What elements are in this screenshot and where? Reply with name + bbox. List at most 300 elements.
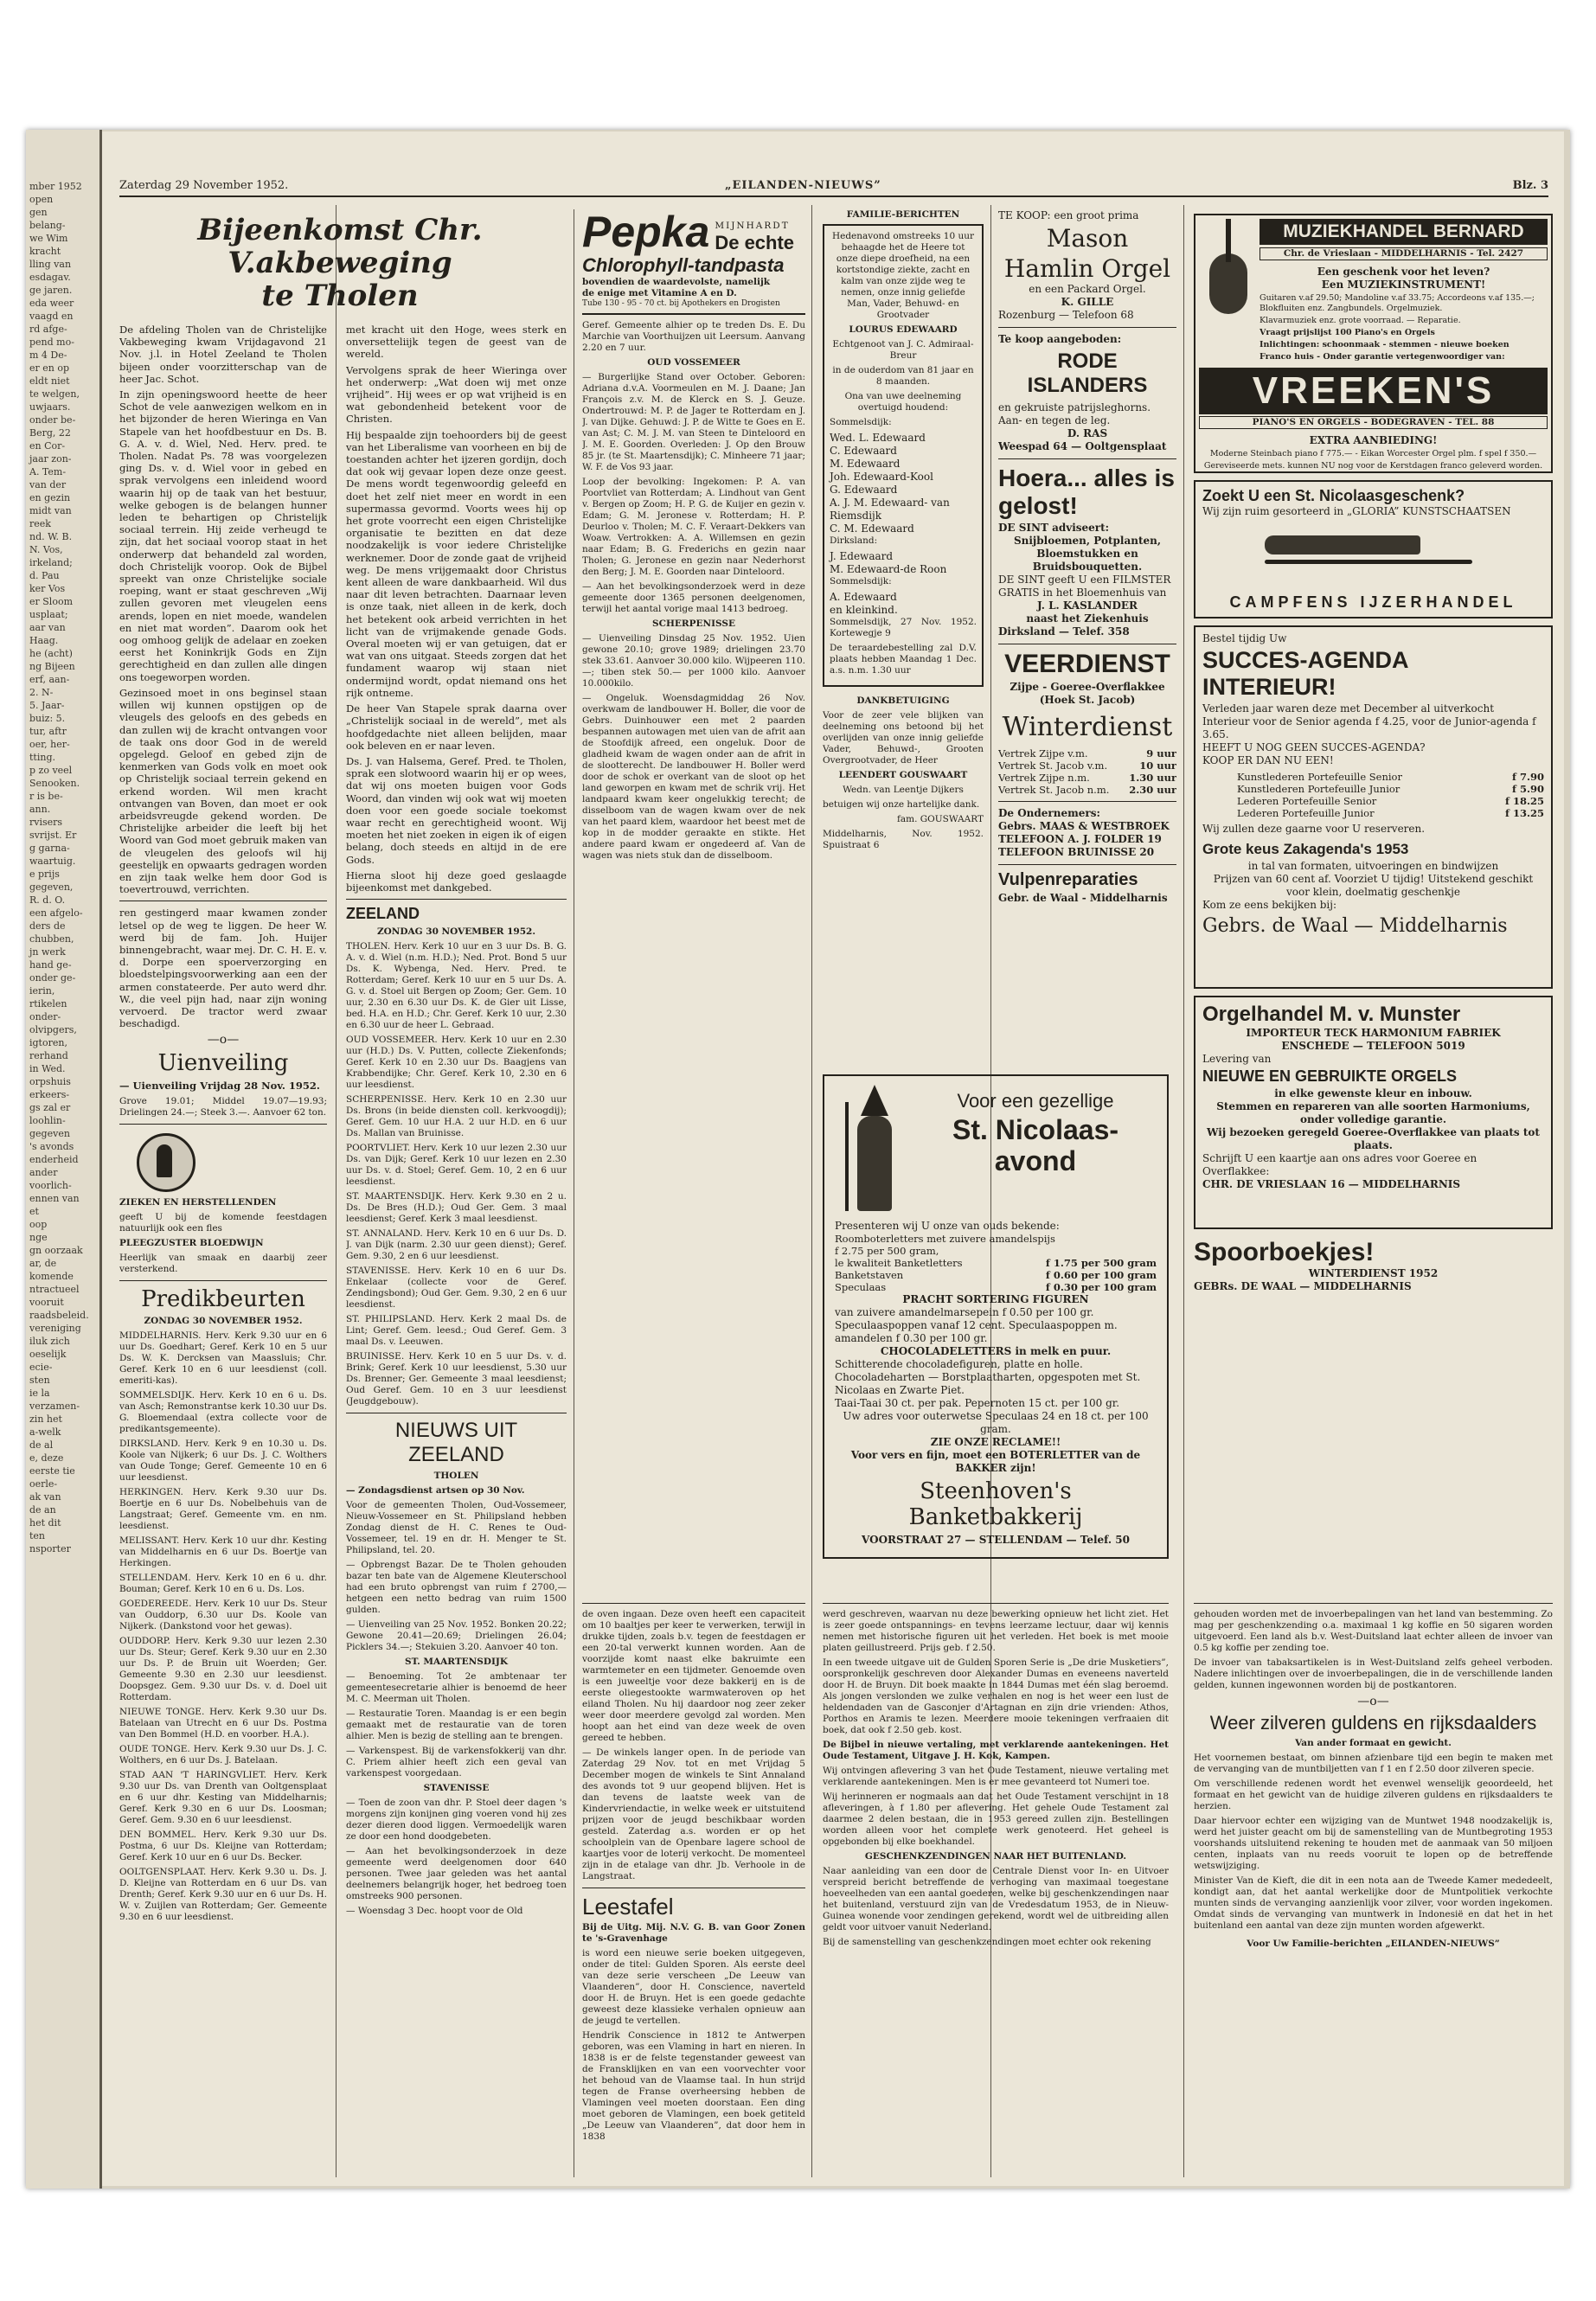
previous-page-fragment: gegeven,	[29, 881, 74, 893]
agenda-price-row	[1237, 795, 1544, 807]
family-member: M. Edewaard-de Roon	[830, 563, 947, 575]
zieken-text-2: Heerlijk van smaak en daarbij zeer versterkend.	[119, 1252, 327, 1274]
dank-sign: fam. GOUSWAART	[897, 814, 984, 824]
divider	[119, 1280, 327, 1281]
previous-page-fragment: we Wim	[29, 233, 68, 244]
previous-page-fragment: vaagd en	[29, 311, 74, 322]
scherpenisse-text: — Uienveiling Dinsdag 25 Nov. 1952. Uien gewone 20.10; grove 1989; drielingen 23.70 stek 33.61. Aanvoer 30.000 kilo. Wijpeeren 110.—; tiben stek 50.— per 1000 kilo. Aanvoer 10.000kilo.	[582, 633, 805, 689]
divider-ornament: —o—	[207, 1033, 240, 1048]
predikbeurt-entry: SOMMELSDIJK. Herv. Kerk 10 en 6 u. Ds. van Asch; Remonstrantse kerk 10.30 uur Ds. G. Bloemendaal (extra collecte voor de predikantsgemeente).	[119, 1389, 327, 1434]
column-6	[1194, 214, 1553, 1580]
previous-page-fragment: ge jaren.	[29, 285, 73, 296]
bijbel-text-2: Wij herinneren er nogmaals aan dat het Oude Testament verschijnt in 18 afleveringen, à f 1.80 per aflevering. Het gehele Oude Testament zal daarmee 2 delen bestaan, die in 1953 gereed zullen zijn. Bestellingen worden alleen voor het complete werk genoteerd. Het geheel is opgebonden bij elke boekhandel.	[823, 1791, 1169, 1847]
predikbeurt-entry: DIRKSLAND. Herv. Kerk 9 en 10.30 u. Ds. Koole van Nijkerk; 6 uur Ds. J. C. Wolthers van Oude Tonge; Geref. Gemeente 10 en 6 uur leesdienst.	[119, 1438, 327, 1483]
gesch-text: Naar aanleiding van een door de Centrale Dienst voor In- en Uitvoer verspreid bericht betreffende de verhoging van maximaal toegestane hoeveelheden van een aantal goederen, welke bij geschenkzendingen naar het buitenland, verstuurd zijn van de Vredesdatum 1953, de in Nieuw-Guinea wonende voor zendingen gerekend, wordt wel de uitbreiding allen geldt voor uitvoer vanuit Nederland.	[823, 1866, 1169, 1932]
agenda-price-row-value: f 7.90	[1512, 771, 1544, 783]
previous-page-fragment: waartuig.	[29, 856, 76, 867]
divider	[998, 327, 1176, 328]
nicolaas-line-2: St. Nicolaas-	[952, 1114, 1119, 1145]
previous-page-fragment: oerle-	[29, 1478, 58, 1490]
tekoop-addr: Rozenburg — Telefoon 68	[998, 309, 1134, 321]
previous-page-fragment: en Cor-	[29, 440, 66, 452]
figuren-title: PRACHT SORTERING FIGUREN	[902, 1293, 1089, 1305]
zeeland-entry: ST. PHILIPSLAND. Herv. Kerk 2 maal Ds. de Lint; Geref. Gem. leesd.; Oud Geref. Gem. 3 maal Ds. v. Leeuwen.	[346, 1314, 567, 1348]
pepka-line-1: De echte	[715, 232, 795, 253]
stavenisse-text-2: — Aan het bevolkingsonderzoek in deze gemeente werd deelgenomen door 640 personen. Twee jaar geleden was het aantal deelnemers belangrijk hoger, het bedroeg toen omstreeks 900 personen.	[346, 1846, 567, 1902]
previous-page-fragment: rd afge-	[29, 324, 67, 335]
lower-column-6	[1194, 1598, 1553, 2169]
bijbel-title: De Bijbel in nieuwe vertaling, met verklarende aantekeningen. Het Oude Testament, Uitgave J. H. Kok, Kampen.	[823, 1740, 1169, 1761]
previous-page-fragment: vereniging	[29, 1323, 81, 1334]
winterdienst-title: Winterdienst	[1002, 712, 1173, 742]
rode-text: en gekruiste patrijsleghorns. Aan- en tegen de leg.	[998, 401, 1151, 426]
family-member: A. J. M. Edewaard- van Riemsdijk	[830, 497, 950, 522]
ice-skate-icon	[1265, 535, 1472, 570]
lower-column-3	[582, 1598, 805, 2169]
previous-page-fragment: er en op	[29, 362, 70, 374]
previous-page-fragment: vooruit	[29, 1297, 64, 1308]
agenda-price-row	[1237, 783, 1544, 795]
previous-page-fragment: a-welk	[29, 1426, 61, 1438]
previous-page-fragment: onder-	[29, 1011, 61, 1022]
zeeland-title: ZEELAND	[346, 905, 420, 923]
schedule-row	[998, 760, 1176, 772]
article-paragraph: Ds. J. van Halsema, Geref. Pred. te Tholen, sprak een slotwoord waarin hij er op wees, dat wij ons moeten buigen voor Gods Woord, dan vinden wij ook wat wij moeten doen voor een goede sociale toekomst waar recht en gerechtigheid woont. Wij moeten het niet zoeken in eigen ik of eigen belang, doch steeds en altijd in de ere Gods.	[346, 754, 567, 866]
lead-article-heading	[119, 214, 561, 317]
previous-page-fragment: jaar zon-	[29, 453, 72, 465]
previous-page-fragment: ander	[29, 1167, 58, 1178]
previous-page-fragment: oer, her-	[29, 739, 70, 750]
leestafel-title: Leestafel	[582, 1894, 674, 1920]
agenda-pre: Bestel tijdig Uw	[1202, 632, 1287, 644]
previous-page-fragment: chubben,	[29, 933, 74, 945]
predikbeurten-title: Predikbeurten	[141, 1285, 305, 1312]
nicolaas-price-row	[835, 1245, 1157, 1257]
extra-text: Moderne Steinbach piano f 775.— - Eikan Worcester Orgel plm. f spel f 350.—	[1209, 449, 1537, 458]
obituary-name-sub: Echtgenoot van J. C. Admiraal-Breur	[832, 339, 974, 361]
vulpen-title: Vulpenreparaties	[998, 870, 1138, 889]
previous-page-fragment: 5. Jaar-	[29, 700, 65, 711]
pepka-line-2: Chlorophyll-tandpasta	[582, 254, 785, 276]
pepka-line-5: Tube 130 - 95 - 70 ct. bij Apothekers en Drogisten	[582, 299, 780, 308]
previous-page-fragment: te welgen,	[29, 388, 80, 400]
previous-page-fragment: tur, aftr	[29, 726, 67, 737]
previous-page-fragment: aar van	[29, 622, 66, 633]
previous-page-fragment: komende	[29, 1271, 74, 1282]
article-title-2: te Tholen	[261, 279, 419, 313]
previous-page-fragment: gs zal er	[29, 1102, 71, 1113]
predikbeurt-entry: DEN BOMMEL. Herv. Kerk 9.30 uur Ds. Postma, 6 uur Ds. Kleijne van Rotterdam; Geref. Kerk 10 uur en 6 uur Ds. Becker.	[119, 1829, 327, 1862]
bernard-advertisement	[1194, 214, 1553, 473]
campfens-name: CAMPFENS IJZERHANDEL	[1229, 593, 1517, 611]
zeeland-entry: STAVENISSE. Herv. Kerk 10 en 6 uur Ds. Enkelaar (collecte voor de Geref. Zendingsbond); Oud Ger. Gem. 9.30, 2 en 6 uur leesdienst.	[346, 1266, 567, 1311]
maartensdijk-text-2: — Restauratie Toren. Maandag is er een begin gemaakt met de restauratie van de toren alhier. Men is bezig de stelling aan te brengen.	[346, 1708, 567, 1742]
previous-page-fragment: he (acht)	[29, 648, 73, 659]
tholen-title: THOLEN	[433, 1471, 479, 1482]
previous-page-fragment: jn werk	[29, 946, 66, 958]
previous-page-fragment: sten	[29, 1375, 50, 1386]
tholen-text: Voor de gemeenten Tholen, Oud-Vossemeer, Nieuw-Vossemeer en St. Philipsland hebben Zondag dienst de H. C. Renes te Oud-Vossemeer, tel. 19 en dr. H. Menger te St. Philipsland, tel. 20.	[346, 1500, 567, 1556]
zakagenda-sign: Gebrs. de Waal — Middelharnis	[1202, 915, 1508, 937]
bernard-line-1: Guitaren v.af 29.50; Mandoline v.af 33.75; Accordeons v.af 135.—; Blokfluiten enz. Zangbundels. Orgelmuziek.	[1259, 293, 1535, 313]
previous-page-fragment: svrijst. Er	[29, 830, 77, 841]
extra-text-2: Gereviseerde mets. kunnen NU nog voor de Kerstdagen franco geleverd worden.	[1203, 461, 1543, 471]
previous-page-fragment: olvipgers,	[29, 1024, 77, 1035]
rode-name: D. RAS	[1067, 427, 1108, 439]
previous-page-fragment: gegeven	[29, 1128, 70, 1139]
schedule-row	[998, 747, 1176, 760]
zilver-text-4: Minister Van de Kieft, die dit in een nota aan de Tweede Kamer mededeelt, kondigt aan, dat het aantal werkelijke door de Muntpolitiek verkochte munten sinds de vervanging aanzienlijk voor zilver, voor worden ingekomen. Omdat sinds de vervanging van muntwerk in Indonesië en dat het in het buitenland een aantal van deze zijn munten worden afgewerkt.	[1194, 1875, 1553, 1931]
agenda-price-row-label: Lederen Portefeuille Junior	[1237, 807, 1375, 819]
agenda-text: Verleden jaar waren deze met December al uitverkocht	[1202, 702, 1495, 715]
uienveiling-line: — Uienveiling Vrijdag 28 Nov. 1952.	[119, 1080, 320, 1093]
zilver-title: Weer zilveren guldens en rijksdaalders	[1209, 1712, 1537, 1734]
previous-page-fragment: eerste tie	[29, 1465, 75, 1477]
instrument-illustration-icon	[1199, 219, 1259, 323]
nicolaas-price-row	[835, 1269, 1157, 1281]
previous-page-fragment: N. Vos,	[29, 544, 63, 555]
previous-page-fragment: e prijs	[29, 868, 60, 880]
previous-page-fragment: esdagav.	[29, 272, 71, 283]
previous-page-fragment: ders de	[29, 920, 66, 932]
boter: Voor vers en fijn, moet een BOTERLETTER van de BAKKER zijn!	[850, 1449, 1141, 1474]
zieken-title: ZIEKEN EN HERSTELLENDEN	[119, 1196, 277, 1208]
previous-page-fragment: ker Vos	[29, 583, 66, 594]
schedule-row-label: Vertrek Zijpe v.m.	[998, 747, 1088, 760]
previous-page-fragment: de an	[29, 1504, 56, 1516]
dank-text-2: betuigen wij onze hartelijke dank.	[823, 799, 980, 810]
schedule-row-value: 9 uur	[1146, 747, 1176, 760]
obituary-name: LOURUS EDEWAARD	[849, 324, 958, 335]
predikbeurt-entry: GOEDEREEDE. Herv. Kerk 10 uur Ds. Steur van Ouddorp, 6.30 uur Ds. Koole van Nijkerk. (Dankstond voor het gewas).	[119, 1598, 327, 1631]
nicolaas-price-row-label: Speculaas	[835, 1281, 887, 1293]
newspaper-page	[102, 131, 1564, 2186]
previous-page-fragment: g garna-	[29, 843, 70, 854]
previous-page-fragment: gn oorzaak	[29, 1245, 83, 1256]
spoor-sign: GEBRs. DE WAAL — MIDDELHARNIS	[1194, 1280, 1412, 1292]
article-paragraph: In zijn openingswoord heette de heer Schot de vele aanwezigen welkom en in het bijzonder de heren Wieringa en Van Stapele van het hoofdbestuur en Ds. B. G. A. v. d. Wiel, Ned. Herv. pred. te Tholen. Nadat Ps. 78 was voorgelezen ging Ds. v. d. Wiel voor in gebed en sprak vervolgens een inleidend woord waarin hij op de taak van het bestuur, welke gebogen is de belangen hunner leden te behartigen op Christelijk sociaal terrein. Hij zeide verheugd te zijn, dat het sociaal voorop staat in het onderwerp dat behandeld zal worden, doch Christelijk voorop. Ook de Bijbel spreekt van onze Christelijke sociale roeping, want er staat geschreven „Wij zullen gevoren met vleugelen eens arends, lopen en niet moede, wandelen en niet mat worden”. Daarom ook het oog omhoog gelijk de adelaar en zoeken eerst het Koninkrijk Gods en Zijn gerechtigheid en dan zullen alle dingen ons toegeworpen worden.	[119, 388, 327, 683]
previous-page-fragment: A. Tem-	[29, 466, 67, 478]
previous-page-fragment: zin het	[29, 1413, 62, 1425]
zilver-text-2: Om verschillende redenen wordt het evenwel wenselijk geoordeeld, het formaat en het gewicht van de huidige zilveren guldens en rijksdaalders te herzien.	[1194, 1779, 1553, 1811]
previous-page-fragment: ennen van	[29, 1193, 80, 1204]
previous-page-fragment: nge	[29, 1232, 48, 1243]
predikbeurten-date: ZONDAG 30 NOVEMBER 1952.	[144, 1315, 303, 1326]
previous-page-fragment: erkeers-	[29, 1089, 70, 1100]
previous-page-fragment: ntractueel	[29, 1284, 80, 1295]
maartensdijk-text: — Benoeming. Tot 2e ambtenaar ter gemeentesecretarie alhier is benoemd de heer M. C. Meerman uit Tholen.	[346, 1671, 567, 1705]
obituary-text-2: Ona van uwe deelneming overtuigd houdend:	[844, 391, 962, 413]
article-paragraph: Vervolgens sprak de heer Wieringa over het onderwerp: „Wat doen wij met onze vrijheid”. Hij wees er op wat vrijheid is en wat gebondenheid betekent voor de Christen.	[346, 363, 567, 426]
family-member: A. Edewaard	[830, 591, 897, 603]
schedule-row	[998, 772, 1176, 784]
previous-page-fragment: kracht	[29, 246, 61, 257]
previous-page-fragment: ak van	[29, 1491, 61, 1503]
choc-title: CHOCOLADELETTERS in melk en puur.	[880, 1345, 1112, 1357]
orgel-big: NIEUWE EN GEBRUIKTE ORGELS	[1202, 1067, 1458, 1085]
tekoop-name: K. GILLE	[1061, 296, 1114, 308]
gesch-text-2: Bij de samenstelling van geschenkzendingen moet echter ook rekening	[823, 1937, 1151, 1947]
bernard-question: Een geschenk voor het leven?	[1317, 266, 1490, 278]
oud-vossemeer-text: — Burgerlijke Stand over October. Geboren: Adriana d.v.A. Voormeulen en M. J. Daane; Jan François z.v. M. de Klerck en S. J. Geuze. Ondertrouwd: M. P. de Jager te Rotterdam en J. J. van Dijke. Gehuwd: J. P. de Witte te Goes en E. van Ast; C. M. J. M. van Steen te Dinteloord en J. M. E. Goorden. Overleden: J. Op den Brouw 85 jr. (te St. Maartensdijk); C. Minheere 71 jaar; W. F. de Vos 93 jaar.	[582, 372, 805, 472]
zeeland-entry: BRUINISSE. Herv. Kerk 10 en 5 uur Ds. v. d. Brink; Geref. Kerk 10 uur leesdienst, 5.30 uur Ds. Brenner; Ger. Gemeente 3 maal leesdienst; Oud Geref. Gem. 10 en 3 uur leesdienst (Jeugdgebouw).	[346, 1351, 567, 1407]
previous-page-fragment: een afgelo-	[29, 907, 83, 919]
agenda-price-row-value: f 13.25	[1505, 807, 1544, 819]
predikbeurt-entry: MELISSANT. Herv. Kerk 10 uur dhr. Kesting van Middelharnis en 6 uur Ds. Boertje van Herkingen.	[119, 1535, 327, 1568]
schedule-row-label: Vertrek St. Jacob v.m.	[998, 760, 1108, 772]
zakagenda-text-2: Prijzen van 60 cent af. Voorziet U tijdig! Uitstekend geschikt voor klein, doelmatig geschenkje	[1213, 873, 1534, 898]
sint-name: J. L. KASLANDER	[1036, 599, 1138, 612]
orgel-addr: CHR. DE VRIESLAAN 16 — MIDDELHARNIS	[1202, 1178, 1461, 1190]
article-paragraph: Hierna sloot hij deze goed geslaagde bijeenkomst met dankgebed.	[346, 868, 567, 894]
zeeland-entry: ST. MAARTENSDIJK. Herv. Kerk 9.30 en 2 u. Ds. De Bres (H.D.); Oud Ger. Gem. 3 maal leesdienst; Geref. Kerk 3 maal leesdienst.	[346, 1191, 567, 1225]
spoor-title: Spoorboekjes!	[1194, 1238, 1375, 1266]
divider	[346, 899, 567, 900]
agenda-price-row	[1237, 771, 1544, 783]
previous-page-fragment: uwjaars.	[29, 401, 71, 413]
previous-page-fragment: m 4 De-	[29, 349, 67, 361]
previous-page-fragment: e, deze	[29, 1452, 64, 1464]
pepka-brand: Pepka	[582, 209, 710, 256]
divider-ornament: —o—	[1357, 1695, 1389, 1708]
dank-place: Middelharnis, Nov. 1952. Spuistraat 6	[823, 829, 984, 850]
previous-page-fragment: ar, de	[29, 1258, 57, 1269]
sint-text: Snijbloemen, Potplanten, Bloemstukken en Bruidsbouquetten.	[1013, 535, 1162, 573]
header-paper-name: „EILANDEN-NIEUWS”	[725, 179, 881, 192]
previous-page-fragment: rerhand	[29, 1050, 68, 1061]
maartensdijk-title: ST. MAARTENSDIJK	[405, 1657, 508, 1668]
vulpen-name: Gebr. de Waal - Middelharnis	[998, 892, 1168, 904]
family-member: J. Edewaard	[830, 550, 894, 562]
schedule-row-value: 2.30 uur	[1129, 784, 1176, 796]
obituary-date: Sommelsdijk, 27 Nov. 1952. Kortewegje 9	[830, 617, 977, 638]
gloria-title: Zoekt U een St. Nicolaasgeschenk?	[1202, 487, 1465, 504]
previous-page-fragment: het dit	[29, 1517, 61, 1529]
pepka-advertisement	[582, 209, 805, 315]
family-member: Joh. Edewaard-Kool	[830, 471, 933, 483]
header-page-number: Blz. 3	[1512, 179, 1548, 192]
schedule-row-label: Vertrek St. Jacob n.m.	[998, 784, 1110, 796]
article-paragraph: De afdeling Tholen van de Christelijke Vakbeweging kwam Vrijdagavond 21 Nov. j.l. in Hotel Zeeland te Tholen bijeen onder voorzitterschap van de heer Jac. Schot.	[119, 324, 327, 385]
ondernemer-3: TELEFOON BRUINISSE 20	[998, 846, 1155, 858]
previous-page-fragment: onder be-	[29, 414, 76, 426]
article-paragraph: De heer Van Stapele sprak daarna over „Christelijk sociaal in de wereld”, met als hoofdgedachte niet alleen belijden, maar ook beleven en er naar leven.	[346, 702, 567, 752]
sint-advice: DE SINT adviseert:	[998, 522, 1110, 534]
obituary-age: in de ouderdom van 81 jaar en 8 maanden.	[832, 365, 974, 387]
previous-page-fragment: nsporter	[29, 1543, 71, 1554]
dank-name-sub: Wedn. van Leentje Dijkers	[843, 785, 964, 795]
pepka-line-3: bovendien de waardevolste, namelijk	[582, 277, 771, 287]
predikbeurt-entry: MIDDELHARNIS. Herv. Kerk 9.30 uur en 6 uur Ds. Goedhart; Geref. Kerk 10 en 5 uur Ds. W. K. Dercksen van Maassluis; Chr. Geref. Kerk 10 en 6 uur leesdienst (coll. emeriti-kas).	[119, 1330, 327, 1386]
agenda-text-4: KOOP ER DAN NU EEN!	[1202, 754, 1334, 766]
previous-page-fragment: Senooken.	[29, 778, 80, 789]
divider	[119, 1124, 327, 1125]
predikbeurt-entry: HERKINGEN. Herv. Kerk 9.30 uur Ds. Boertje en 6 uur Ds. Nobelbehuis van de Langstraat; Geref. Gemeente vm. en nm. leesdienst.	[119, 1486, 327, 1531]
previous-page-fragment: midt van	[29, 505, 72, 516]
previous-page-fragment: iluk zich	[29, 1336, 70, 1347]
bernard-question-2: Een MUZIEKINSTRUMENT!	[1321, 279, 1486, 291]
predikbeurt-entry: OUDE TONGE. Herv. Kerk 9.30 uur Ds. J. C. Wolthers, en 6 uur Ds. J. Batelaan.	[119, 1743, 327, 1766]
nurse-emblem-icon	[137, 1133, 195, 1192]
gesch-title: GESCHENKZENDINGEN NAAR HET BUITENLAND.	[864, 1851, 1127, 1862]
st-nicolaas-advertisement	[823, 1074, 1169, 1559]
bishop-illustration-icon	[835, 1085, 914, 1215]
rode-islanders: RODE ISLANDERS	[1027, 349, 1148, 397]
zilver-text: Het voornemen bestaat, om binnen afzienbare tijd een begin te maken met de vervanging van de muntbiljetten van f 1 en f 2.50 door zilveren specie.	[1194, 1753, 1553, 1774]
orgel-text-3: Stemmen en repareren van alle soorten Harmoniums, onder volledige garantie.	[1216, 1100, 1530, 1125]
family-member: en kleinkind.	[830, 604, 898, 616]
nicolaas-price-row	[835, 1281, 1157, 1293]
spoor-sub: WINTERDIENST 1952	[1308, 1267, 1439, 1279]
orgel-sub-2: ENSCHEDE — TELEFOON 5019	[1281, 1040, 1465, 1052]
nicolaas-price-row-value: f 0.30 per 100 gram	[1045, 1281, 1157, 1293]
article-paragraph: met kracht uit den Hoge, wees sterk en onversetteliijk tegen de geest van de wereld.	[346, 324, 567, 361]
previous-page-fragment: orpshuis	[29, 1076, 71, 1087]
previous-page-fragment: mber 1952	[29, 181, 82, 192]
orgel-text-2: in elke gewenste kleur en inbouw.	[1274, 1087, 1472, 1099]
bernard-line-2: Klavarmuziek enz. grote voorraad. — Reparatie.	[1259, 316, 1461, 325]
leestafel-text-3: Hendrik Conscience in 1812 te Antwerpen geboren, was een Vlaming in hart en nieren. In 1838 is er de felste tegenstander geweest van de Fransklijken en van een voorvechter voor het behoud van de Vlaamse taal. In hun strijd tegen de Franse overheersing hebben de Vlamingen veel moeten doorstaan. Een ding moet geboren de Vlamingen, een boek getiteld „De Leeuw van Vlaanderen”, dat door hem in 1838	[582, 2030, 805, 2142]
article-paragraph: Gezinsoed moet in ons beginsel staan willen wij kunnen opstijgen op de vleugels des geloofs en des gebeds en dan zullen wij de kracht ontvangen voor de taak ons door God in de wereld opgelegd. Geloof en gebed zijn de kenmerken van Gods volk en moet ook op Christelijk sociaal terrein gekend en erkend worden. Wil men kracht ontvangen van Boven, dan moet er ook arbeidsvreugde gekend worden. De Christelijke arbeider die leeft bij het Woord van God moet gebruik maken van de vleugelen des geloofs wil hij geestelijk en opwaarts gedragen worden en zijn taak welke hem door God is toevertrouwd, verrichten.	[119, 686, 327, 896]
zakagenda-title: Grote keus Zakagenda's 1953	[1202, 841, 1409, 857]
zieken-brand: PLEEGZUSTER BLOEDWIJN	[119, 1237, 264, 1248]
divider	[998, 458, 1176, 459]
oud-vossemeer-title: OUD VOSSEMEER	[647, 357, 740, 368]
orgel-text-4: Wij bezoeken geregeld Goeree-Overflakkee van plaats tot plaats.	[1207, 1126, 1540, 1151]
nicolaas-line-3: avond	[994, 1145, 1077, 1176]
article-paragraph: Hij bespaalde zijn toehoorders bij de geest van het Liberalisme van voorheen en bij de toestanden achter het ijzeren gordijn, doch dat ook wij gevaar lopen deze onze geest. De mens wordt tegenwoordig geleefd en doet het zelf niet meer en wordt in een supermassa gevormd. Voorts wees hij op het grote voorrecht een eigen Christelijke organisatie te bezitten en dat deze noodzakelijk is voor iedere Christelijke werknemer. Door de zonde gaat de vrijheid weg. De mens vrijgemaakt door Christus kent alleen de ware dankbaarheid. Wil dus naar dit leven betrachten. Daarnaar leven is onze taak, niet alleen in de kerk, doch het betekent ook arbeid verrichten in het licht van de vrijmakende genade Gods. Overal moeten wij er van getuigen, dat er wat van ons uitgaat. Steeds zorgen dat het fundament waarop wij staan niet ondermijnd wordt, opdat niemand ons het rijk ontneme.	[346, 428, 567, 699]
previous-page-fragment: r is be-	[29, 791, 63, 802]
stavenisse-title: STAVENISSE	[423, 1783, 490, 1794]
agenda-price-row-label: Kunstlederen Portefeuille Senior	[1237, 771, 1402, 783]
article-paragraph: de oven ingaan. Deze oven heeft een capaciteit om 10 baaltjes per keer te verwerken, terwijl in drukke tijden, zoals b.v. tegen de feestdagen er een 20-tal verwerkt kunnen worden. Aan de voorzijde komt naast elke bakruimte een warmtemeter en een tijdmeter. Genoemde oven is een juweeltje voor deze bakkerij en is de eerste oliegestookte warmwateroven op het eiland Tholen. Nu hij daardoor nog zeer zeker weer door meerdere gevolgd zal worden. Men hoopt aan het eind van deze week de oven gereed te hebben.	[582, 1609, 805, 1743]
aangeboden-title: Te koop aangeboden:	[998, 333, 1122, 345]
previous-page-edge	[26, 130, 102, 2189]
previous-page-fragment: onder ge-	[29, 972, 76, 984]
previous-page-fragment: en gezin	[29, 492, 71, 503]
ondernemer-2: TELEFOON A. J. FOLDER 19	[998, 833, 1162, 845]
previous-page-fragment: lling van	[29, 259, 72, 270]
vreeken-sub: PIANO'S EN ORGELS - BODEGRAVEN - TEL. 88	[1199, 416, 1548, 429]
running-header	[119, 175, 1548, 197]
agenda-price-list	[1237, 771, 1544, 819]
previous-page-fragment: verzamen-	[29, 1400, 80, 1412]
nicolaas-price-row-label: f 2.75 per 500 gram,	[835, 1245, 939, 1257]
predikbeurt-entry: STAD AAN 'T HARINGVLIET. Herv. Kerk 9.30 uur Ds. van Drenth van Ooltgensplaat en 6 uur dhr. Kesting van Middelharnis; Geref. Kerk 9.30 en 6 uur Ds. Loosman; Geref. Gem. 9.30 en 6 uur leesdienst.	[119, 1769, 327, 1825]
previous-page-fragment: belang-	[29, 220, 66, 231]
uienveiling-text: Grove 19.01; Middel 19.07—19.93; Drielingen 24.—; Steek 3.—. Aanvoer 62 ton.	[119, 1095, 327, 1118]
previous-page-fragment: enderheid	[29, 1154, 79, 1165]
previous-page-fragment: in Wed.	[29, 1063, 66, 1074]
orgel-title: Orgelhandel M. v. Munster	[1202, 1003, 1461, 1026]
previous-page-fragment: et	[29, 1206, 39, 1217]
nicolaas-price-row-value: f 0.60 per 100 gram	[1045, 1269, 1157, 1281]
article-paragraph: Geref. Gemeente alhier op te treden Ds. E. Du Marchie van Voorthuijzen uit Leersum. Aanvang 2.20 en 7 uur.	[582, 320, 805, 353]
obituary-family-list	[830, 432, 977, 535]
zieken-text: geeft U bij de komende feestdagen natuurlijk ook een fles	[119, 1211, 327, 1234]
tekoop-big-1: Mason	[1046, 224, 1129, 253]
agenda-price-row-value: f 5.90	[1512, 783, 1544, 795]
column-5	[998, 209, 1176, 1074]
tholen-sub: — Zondagsdienst artsen op 30 Nov.	[346, 1485, 525, 1497]
agenda-price-row-label: Kunstlederen Portefeuille Junior	[1237, 783, 1401, 795]
schedule-row	[998, 784, 1176, 796]
dank-name: LEENDERT GOUSWAART	[838, 770, 968, 780]
predikbeurten-list	[119, 1330, 327, 1923]
tekoop-big-2: Hamlin Orgel	[1003, 254, 1171, 283]
orgel-sub: IMPORTEUR TECK HARMONIUM FABRIEK	[1246, 1027, 1501, 1039]
previous-page-fragment: d. Pau	[29, 570, 60, 581]
previous-page-fragment: ie la	[29, 1388, 50, 1399]
hoera-title: Hoera... alles is gelost!	[998, 465, 1175, 519]
previous-page-fragment: voorlich-	[29, 1180, 72, 1191]
bernard-line-3: Vraagt prijslijst 100 Piano's en Orgels	[1259, 328, 1435, 337]
stavenisse-text-3: — Woensdag 3 Dec. hoopt voor de Old	[346, 1906, 523, 1917]
previous-page-fragment: oop	[29, 1219, 48, 1230]
agenda-price-row-label: Lederen Portefeuille Senior	[1237, 795, 1377, 807]
bernard-addr: Chr. de Vrieslaan - MIDDELHARNIS - Tel. 2427	[1259, 247, 1548, 260]
previous-page-fragment: eldt niet	[29, 375, 70, 387]
tekoop-sub: en een Packard Orgel.	[1029, 283, 1146, 295]
article-title: Bijeenkomst Chr. V.akbeweging	[197, 214, 483, 280]
campfens-advertisement	[1194, 480, 1553, 619]
tholen-text-3: — Uienveiling van 25 Nov. 1952. Bonken 20.22; Gewone 20.41—20.69; Drielingen 26.04; Picklers 34.—; Stekuien 3.20. Aanvoer 40 ton.	[346, 1619, 567, 1653]
steenhoven-addr: VOORSTRAAT 27 — STELLENDAM — Telef. 50	[862, 1534, 1130, 1546]
family-member: M. Edewaard	[830, 458, 901, 470]
previous-page-fragment: rtikelen	[29, 998, 67, 1009]
agenda-text-5: Wij zullen deze gaarne voor U reserveren.	[1202, 823, 1426, 835]
tekoop-title: TE KOOP: een groot prima	[998, 209, 1139, 221]
vreeken-logo: VREEKEN'S	[1199, 368, 1548, 414]
sint-name-2: naast het Ziekenhuis	[1026, 612, 1149, 625]
previous-page-fragment: ten	[29, 1530, 46, 1541]
nicolaas-price-row-label: Roomboterletters met zuivere amandelspijs	[835, 1233, 1055, 1245]
previous-page-fragment: ecie-	[29, 1362, 53, 1373]
previous-page-fragment: R. d. O.	[29, 894, 66, 906]
steenhoven-name: Steenhoven's Banketbakkerij	[908, 1478, 1083, 1530]
previous-page-fragments	[26, 130, 99, 1555]
agenda-price-row	[1237, 807, 1544, 819]
oud-vossemeer-text-3: — Aan het bevolkingsonderzoek werd in deze gemeente door 1365 personen deelgenomen, terwijl het aantal vorige maal 1413 bedroeg.	[582, 581, 805, 614]
sint-text-2: DE SINT geeft U een FILMSTER GRATIS in het Bloemenhuis van	[998, 574, 1171, 599]
divider	[823, 1603, 1169, 1604]
family-member: Wed. L. Edewaard	[830, 432, 926, 444]
previous-page-fragment: loohlin-	[29, 1115, 66, 1126]
maartensdijk-text-3: — Varkenspest. Bij de varkensfokkerij van dhr. C. Priem alhier heeft zich een geval van varkenspest voorgedaan.	[346, 1746, 567, 1779]
nicolaas-price-list	[835, 1233, 1157, 1293]
bijbel-text: Wij ontvingen aflevering 3 van het Oude Testament, nieuwe vertaling met verklarende aantekeningen. Men is er mee gevanteerd tot Numeri toe.	[823, 1766, 1169, 1787]
bernard-line-4: Inlichtingen: schoonmaak - stemmen - nieuwe boeken	[1259, 340, 1509, 349]
schedule-row-value: 1.30 uur	[1129, 772, 1176, 784]
predikbeurt-entry: OOLTGENSPLAAT. Herv. Kerk 9.30 u. Ds. J. D. Kleijne van Rotterdam en 6 uur Ds. van Drenth; Geref. Kerk 9.30 uur en 6 uur Ds. H. W. v. Zuijlen van Rotterdam; Ger. Gemeente 9.30 en 6 uur leesdienst.	[119, 1866, 327, 1922]
previous-page-fragment: reek	[29, 518, 51, 529]
article-paragraph: ren gestingerd maar kwamen zonder letsel op de weg te liggen. De heer W. werd bij de fam. Joh. Huijer binnengebracht, waar mej. Dr. C. H. E. v. d. Dorpe een spoerverzorging en bloedstelpingsvoorwerking aan een der armen constateerde. Per auto werd dhr. W., die veel pijn had, naar zijn woning vervoerd. De tractor werd zwaar beschadigd.	[119, 907, 327, 1030]
divider	[998, 801, 1176, 802]
agenda-advertisement	[1194, 625, 1553, 989]
bernard-line-5: Franco huis - Onder garantie vertegenwoordiger van:	[1259, 352, 1505, 362]
thee-text: Taai-Taai 30 ct. per pak. Pepernoten 15 ct. per 100 gr.	[835, 1397, 1120, 1409]
column-4	[823, 209, 984, 1074]
previous-page-fragment: irkeland;	[29, 557, 73, 568]
previous-page-fragment: p zo veel	[29, 765, 73, 776]
stavenisse-text: — Toen de zoon van dhr. P. Stoel deer dagen 's morgens zijn konijnen ging voeren vond hij zes dezer dieren dood liggen. Vermoedelijk waren ze door een hond doodgebeten.	[346, 1798, 567, 1843]
article-paragraph: — De winkels langer open. In de periode van Zaterdag 29 Nov. tot en met Vrijdag 5 December mogen de winkels te Sint Annaland des avonds tot 9 uur geopend blijven. Het is dan tevens de laatste week van de Kindervriendactie, in welke week er uitstuitend prijzen voor de jeugd beschikbaar worden gesteld. Zaterdag a.s. worden er op het schoolplein van de Openbare lagere school de kaartjes voor de loterij verkocht. De momenteel zijn in de etalage van dhr. Jb. Verhoole in de Langstraat.	[582, 1747, 805, 1881]
previous-page-fragment: usplaat;	[29, 609, 68, 620]
predikbeurt-entry: STELLENDAM. Herv. Kerk 10 en 6 u. dhr. Bouman; Geref. Kerk 10 en 6 u. Ds. Los.	[119, 1572, 327, 1594]
previous-page-fragment: ng Bijeen	[29, 661, 75, 672]
obituary-family-list	[830, 591, 977, 617]
zakagenda-text: in tal van formaten, uitvoeringen en bindwijzen	[1247, 860, 1499, 872]
